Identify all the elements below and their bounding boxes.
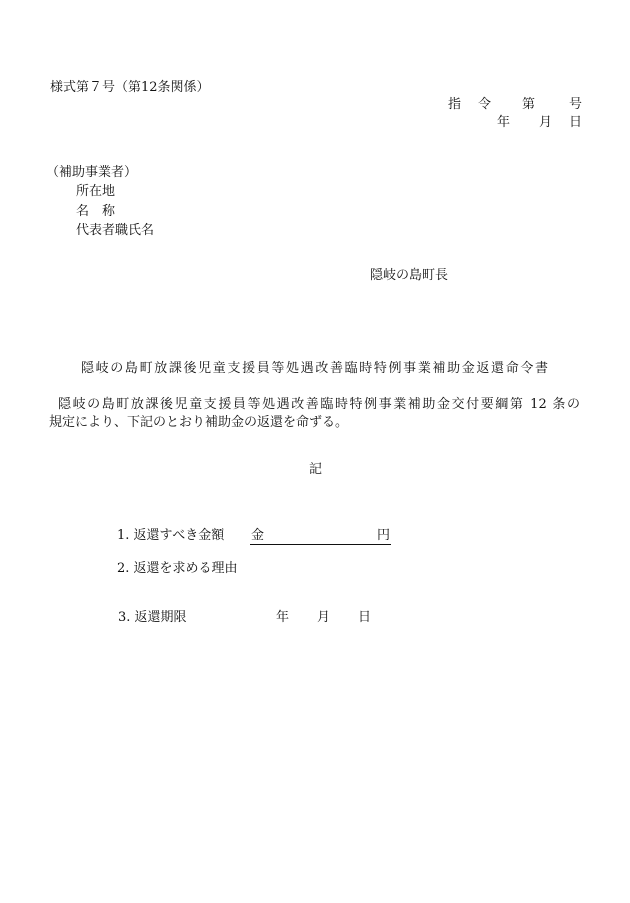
item3-year: 年 xyxy=(276,610,290,625)
item2-label: 2. 返還を求める理由 xyxy=(117,561,238,576)
item3-day: 日 xyxy=(358,610,372,625)
recipient-address-label: 所在地 xyxy=(76,184,116,199)
body-line-2: 規定により、下記のとおり補助金の返還を命ずる。 xyxy=(49,415,349,430)
ki-heading: 記 xyxy=(309,462,323,477)
item1-yen: 円 xyxy=(377,528,391,543)
item3-label: 3. 返還期限 xyxy=(118,610,187,625)
date-month: 月 xyxy=(539,115,553,130)
date-year: 年 xyxy=(497,115,511,130)
order-number-prefix: 指 xyxy=(448,97,462,112)
date-day: 日 xyxy=(569,115,583,130)
order-number-label: 令 xyxy=(478,97,492,112)
recipient-representative-label: 代表者職氏名 xyxy=(76,223,155,238)
form-number: 様式第７号（第12条関係） xyxy=(50,80,210,95)
order-number-go: 号 xyxy=(569,97,583,112)
document-title: 隠岐の島町放課後児童支援員等処遇改善臨時特例事業補助金返還命令書 xyxy=(81,361,548,376)
issuer: 隠岐の島町長 xyxy=(370,268,449,283)
amount-underline xyxy=(250,528,391,545)
item3-month: 月 xyxy=(317,610,331,625)
item1-kin: 金 xyxy=(251,528,265,543)
order-number-dai: 第 xyxy=(522,97,536,112)
recipient-heading: （補助事業者） xyxy=(46,165,138,180)
recipient-name-label: 名 称 xyxy=(76,204,116,219)
item1-label: 1. 返還すべき金額 xyxy=(117,528,225,543)
body-line-1: 隠岐の島町放課後児童支援員等処遇改善臨時特例事業補助金交付要綱第 12 条の xyxy=(58,397,580,412)
